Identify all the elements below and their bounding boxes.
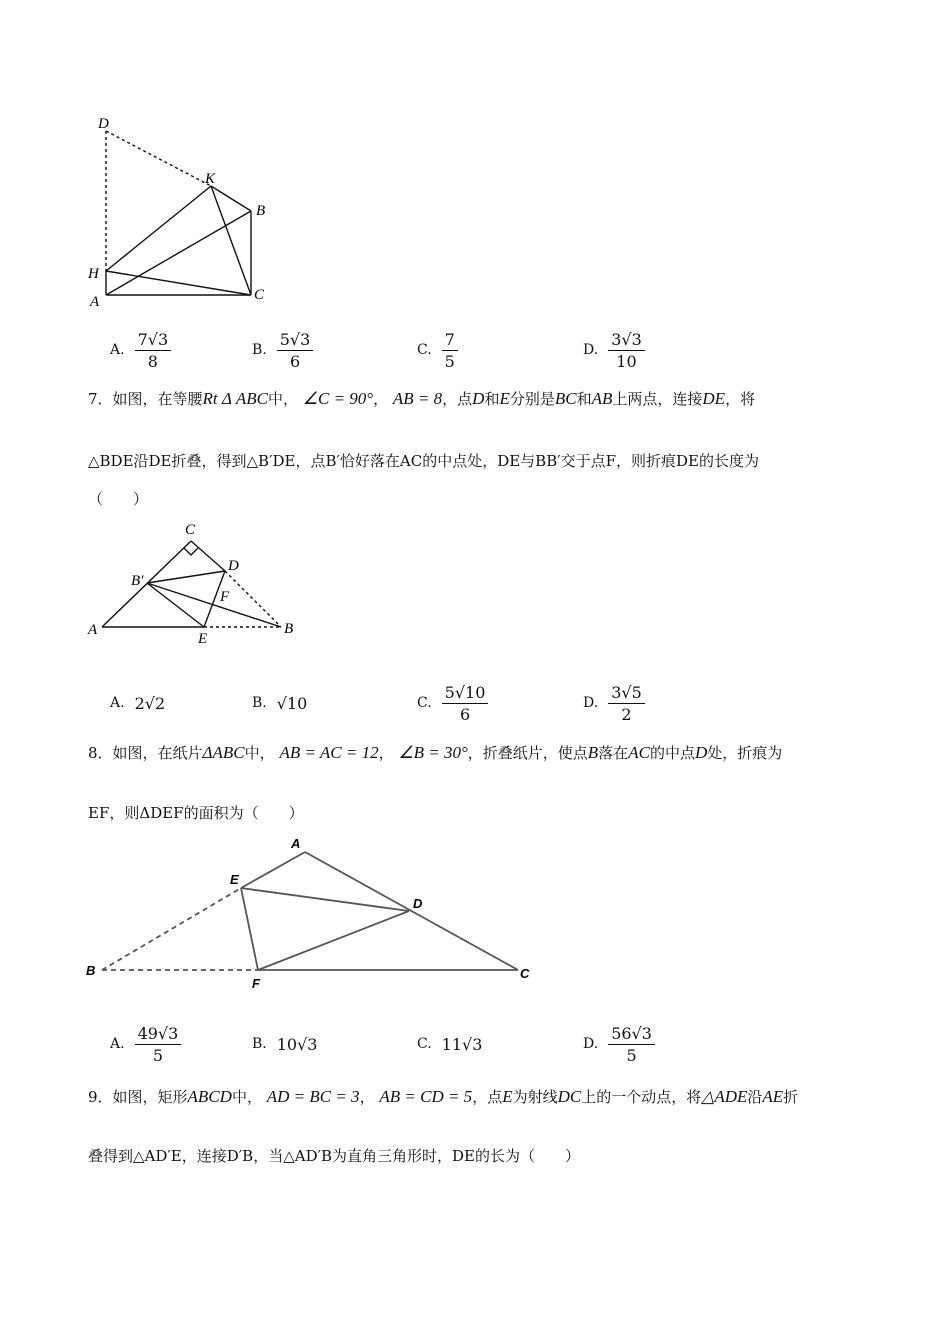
numerator: 5√3 — [277, 330, 314, 351]
q8-math-ac: AC — [628, 743, 650, 762]
denominator: 10 — [616, 351, 637, 371]
seg-fd — [258, 911, 409, 970]
q8-text: ，折叠纸片，使点 — [467, 744, 588, 762]
q8-text: 落在 — [598, 744, 629, 762]
q7-option-b[interactable] — [252, 681, 307, 725]
q7-text: 和 — [576, 390, 592, 408]
q9-math-dc: DC — [557, 1087, 582, 1106]
numerator: 3√5 — [608, 683, 645, 704]
option-label: A. — [110, 695, 125, 711]
numerator: 7 — [442, 330, 458, 351]
label-b: B — [86, 963, 96, 978]
label-c: C — [185, 522, 196, 538]
q7-text: ， — [373, 390, 389, 408]
q7-text: 7．如图，在等腰 — [88, 390, 203, 408]
fraction — [608, 330, 645, 371]
question-7-line-3: （ ） — [88, 490, 149, 508]
fraction — [442, 330, 458, 371]
question-8-line-2: EF，则ΔDEF的面积为（ ） — [88, 804, 304, 822]
q7-option-d[interactable] — [583, 681, 645, 725]
q7-text: ，将 — [725, 390, 756, 408]
q7-text: 中， — [267, 390, 298, 408]
option-label: B. — [252, 695, 267, 711]
seg-cd — [191, 541, 225, 571]
option-label: B. — [252, 342, 267, 358]
option-label: C. — [417, 342, 432, 358]
seg-ac — [305, 852, 518, 970]
option-value: √10 — [276, 693, 308, 713]
label-c: C — [254, 287, 265, 303]
q9-text: 为射线 — [512, 1088, 558, 1106]
q7-math-de: DE — [702, 389, 726, 408]
option-label: A. — [110, 1036, 125, 1052]
label-c: C — [520, 966, 530, 981]
q9-text: 9．如图，矩形 — [88, 1088, 188, 1106]
q9-math-e: E — [502, 1087, 513, 1106]
fraction — [608, 683, 645, 724]
q8-math-angle: ∠B = 30° — [398, 743, 468, 762]
q9-math-ae: AE — [762, 1087, 784, 1106]
fraction — [277, 330, 314, 371]
q9-text: 折 — [783, 1088, 799, 1106]
q9-text: 沿 — [747, 1088, 763, 1106]
option-value: 11√3 — [441, 1034, 483, 1054]
q8-text: 处，折痕为 — [707, 744, 783, 762]
q9-math-ade: △ADE — [701, 1087, 748, 1106]
option-label: A. — [110, 342, 125, 358]
q9-text: 中， — [231, 1088, 262, 1106]
numerator: 56√3 — [608, 1024, 655, 1045]
option-label: D. — [583, 695, 599, 711]
q7-option-c[interactable] — [417, 681, 488, 725]
q7-math-ab2: AB — [591, 389, 613, 408]
q8-option-c[interactable] — [417, 1022, 482, 1066]
q7-text: 和 — [484, 390, 500, 408]
option-value: 10√3 — [276, 1034, 318, 1054]
numerator: 7√3 — [135, 330, 172, 351]
q9-math-ad: AD = BC = 3 — [266, 1087, 360, 1106]
seg-ed — [241, 888, 409, 911]
q8-text: 8．如图，在纸片 — [88, 744, 203, 762]
option-label: B. — [252, 1036, 267, 1052]
figure-folded-triangle-svg — [80, 515, 305, 650]
label-a: A — [291, 836, 301, 851]
q6-option-b[interactable] — [252, 328, 313, 372]
q8-option-a[interactable] — [110, 1022, 181, 1066]
question-9-line-1 — [88, 1086, 868, 1108]
denominator: 6 — [459, 704, 471, 724]
q7-text: 分别是 — [509, 390, 555, 408]
q7-text: 上两点，连接 — [612, 390, 703, 408]
label-a: A — [88, 622, 98, 638]
q9-math-abcd: ABCD — [187, 1087, 232, 1106]
figure-quadrilateral-svg — [80, 108, 280, 313]
q6-option-d[interactable] — [583, 328, 645, 372]
label-b-prime: B′ — [131, 573, 144, 589]
fraction — [608, 1024, 655, 1065]
option-label: D. — [583, 342, 599, 358]
label-a: A — [90, 294, 100, 310]
question-7-line-1 — [88, 388, 868, 410]
seg-be — [102, 888, 241, 970]
numerator: 3√3 — [608, 330, 645, 351]
numerator: 5√10 — [442, 683, 489, 704]
label-b: B — [256, 203, 266, 219]
q6-option-c[interactable] — [417, 328, 458, 372]
question-8-line-1 — [88, 742, 868, 764]
q8-math-b: B — [587, 743, 599, 762]
denominator: 5 — [626, 1045, 637, 1065]
q7-math-bc: BC — [554, 389, 577, 408]
q9-math-ab: AB = CD = 5 — [379, 1087, 473, 1106]
label-d: D — [228, 558, 239, 574]
label-h: H — [88, 266, 99, 282]
q8-math-eq: AB = AC = 12 — [279, 743, 379, 762]
figure-quadrilateral — [80, 108, 280, 313]
label-d: D — [98, 116, 109, 132]
seg-ea — [241, 852, 305, 888]
q7-text: ，点 — [442, 390, 473, 408]
q6-option-a[interactable] — [110, 328, 171, 372]
denominator: 8 — [147, 351, 158, 371]
q7-option-a[interactable] — [110, 681, 165, 725]
q7-math-d: D — [472, 389, 485, 408]
right-angle-mark — [184, 548, 198, 555]
label-b: B — [284, 621, 294, 637]
fraction — [135, 1024, 182, 1065]
label-f: F — [220, 589, 230, 605]
denominator: 6 — [289, 351, 301, 371]
option-value: 2√2 — [134, 693, 166, 713]
denominator: 2 — [621, 704, 632, 724]
option-label: D. — [583, 1036, 599, 1052]
label-f: F — [252, 976, 260, 990]
denominator: 5 — [152, 1045, 164, 1065]
figure-paper-fold-svg — [80, 832, 540, 990]
seg-dk — [106, 131, 211, 186]
q8-text: ， — [378, 744, 394, 762]
q8-text: 的中点 — [649, 744, 695, 762]
question-7-line-2: △BDE沿DE折叠，得到△B′DE，点B′恰好落在AC的中点处，DE与BB′交于点F，则折痕DE的长度为 — [88, 452, 760, 470]
q8-math-d: D — [694, 743, 708, 762]
numerator: 49√3 — [135, 1024, 182, 1045]
denominator: 5 — [444, 351, 455, 371]
seg-ef — [241, 888, 258, 970]
q9-text: 上的一个动点，将 — [581, 1088, 702, 1106]
q8-options — [110, 1022, 870, 1066]
seg-kc — [211, 186, 251, 295]
q8-option-b[interactable] — [252, 1022, 317, 1066]
seg-ac — [102, 541, 191, 627]
seg-bp-e — [147, 583, 204, 627]
fraction — [442, 683, 489, 724]
figure-folded-triangle — [80, 515, 305, 650]
q8-text: 中， — [244, 744, 275, 762]
q7-options — [110, 681, 870, 725]
option-label: C. — [417, 695, 432, 711]
label-e: E — [230, 872, 239, 887]
seg-kb — [211, 186, 251, 211]
label-d: D — [413, 896, 423, 911]
q8-option-d[interactable] — [583, 1022, 655, 1066]
label-k: K — [205, 171, 216, 187]
seg-db — [225, 571, 281, 627]
q7-math-rt: Rt Δ ABC — [202, 389, 268, 408]
figure-paper-fold — [80, 832, 540, 990]
fraction — [135, 330, 172, 371]
question-9-line-2: 叠得到△AD′E，连接D′B，当△AD′B为直角三角形时，DE的长为（ ） — [88, 1147, 581, 1165]
q7-math-e: E — [499, 389, 510, 408]
q7-math-ab: AB = 8 — [392, 389, 443, 408]
seg-bp-b — [147, 583, 281, 627]
q9-text: ， — [359, 1088, 375, 1106]
q8-math-abc: ΔABC — [202, 743, 245, 762]
seg-hk — [106, 186, 211, 271]
option-label: C. — [417, 1036, 432, 1052]
q7-math-angle: ∠C = 90° — [302, 389, 374, 408]
q6-options — [110, 328, 870, 372]
label-e: E — [198, 631, 208, 647]
q9-text: ，点 — [472, 1088, 503, 1106]
